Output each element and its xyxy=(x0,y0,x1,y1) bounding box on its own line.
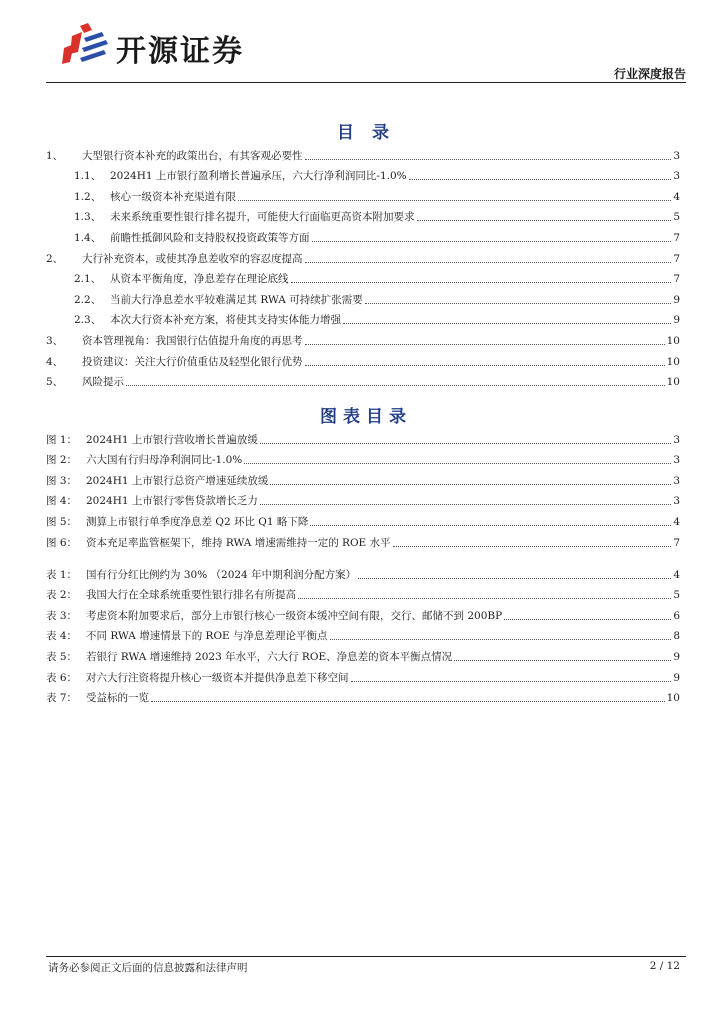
toc-entry-title: 前瞻性抵御风险和支持股权投资政策等方面 xyxy=(110,231,310,244)
toc-entry-number: 2.2、 xyxy=(74,293,102,306)
header-divider xyxy=(46,82,686,83)
toc-entry-page: 7 xyxy=(673,252,680,265)
dot-leader xyxy=(417,219,672,221)
toc-entry-number: 5、 xyxy=(46,376,64,389)
dot-leader xyxy=(351,680,672,682)
figure-entry-page: 3 xyxy=(673,454,680,467)
table-entry-number: 表 1： xyxy=(46,568,78,581)
table-entry-number: 表 3： xyxy=(46,609,78,622)
figure-entry-number: 图 2： xyxy=(46,454,78,467)
toc-entry[interactable] xyxy=(46,163,680,184)
toc-entry-number: 1.3、 xyxy=(74,211,102,224)
dot-leader xyxy=(343,322,671,324)
table-entry-page: 5 xyxy=(673,589,680,602)
brand-logo-icon xyxy=(58,18,114,68)
page-header xyxy=(46,18,686,82)
toc-entry-page: 10 xyxy=(666,355,680,368)
toc-entry-number: 2.1、 xyxy=(74,273,102,286)
figure-entry-number: 图 6： xyxy=(46,536,78,549)
toc-entry[interactable] xyxy=(46,348,680,369)
figure-entry-page: 7 xyxy=(673,536,680,549)
table-entry-title: 不同 RWA 增速情景下的 ROE 与净息差理论平衡点 xyxy=(86,630,328,643)
dot-leader xyxy=(151,700,665,702)
toc-entry[interactable] xyxy=(46,369,680,390)
figure-entry-page: 4 xyxy=(673,515,680,528)
figure-entry-title: 2024H1 上市银行总资产增速延续放缓 xyxy=(86,474,269,487)
figure-entry-number: 图 3： xyxy=(46,474,78,487)
toc-heading: 目 录 xyxy=(337,123,395,143)
dot-leader xyxy=(409,178,672,180)
table-entry-number: 表 2： xyxy=(46,589,78,602)
toc-entry-number: 2.3、 xyxy=(74,314,102,327)
table-entry[interactable] xyxy=(46,664,680,685)
toc-entry-number: 1.4、 xyxy=(74,231,102,244)
toc-entry-number: 1.2、 xyxy=(74,190,102,203)
toc-entry-number: 2、 xyxy=(46,252,64,265)
footer-disclaimer: 请务必参阅正文后面的信息披露和法律声明 xyxy=(48,962,248,974)
dot-leader xyxy=(365,302,672,304)
toc-entry[interactable] xyxy=(46,307,680,328)
toc-entry-page: 3 xyxy=(673,149,680,162)
toc-entry[interactable] xyxy=(46,183,680,204)
dot-leader xyxy=(504,618,671,620)
page-indicator: 2 / 12 xyxy=(649,960,680,972)
table-entry[interactable] xyxy=(46,602,680,623)
dot-leader xyxy=(260,503,671,505)
dot-leader xyxy=(244,462,671,464)
figure-entry-title: 2024H1 上市银行零售贷款增长乏力 xyxy=(86,495,258,508)
toc-entry[interactable] xyxy=(46,224,680,245)
dot-leader xyxy=(238,199,671,201)
tables-list xyxy=(46,561,680,705)
toc-entry-number: 4、 xyxy=(46,355,64,368)
table-entry-title: 对六大行注资将提升核心一级资本并提供净息差下移空间 xyxy=(86,671,349,684)
table-entry[interactable] xyxy=(46,582,680,603)
report-type-label: 行业深度报告 xyxy=(613,67,686,81)
figure-entry-title: 资本充足率监管框架下，维持 RWA 增速需维持一定的 ROE 水平 xyxy=(86,536,391,549)
toc-entry-title: 2024H1 上市银行盈利增长普遍承压，六大行净利润同比-1.0% xyxy=(110,170,407,183)
table-entry[interactable] xyxy=(46,561,680,582)
dot-leader xyxy=(126,384,665,386)
toc-entry-page: 10 xyxy=(666,376,680,389)
dot-leader xyxy=(291,281,672,283)
table-entry[interactable] xyxy=(46,643,680,664)
table-entry-page: 9 xyxy=(673,650,680,663)
table-entry-page: 8 xyxy=(673,630,680,643)
table-entry-title: 考虑资本附加要求后，部分上市银行核心一级资本缓冲空间有限，交行、邮储不到 200BP xyxy=(86,609,503,622)
toc-entry-page: 9 xyxy=(673,314,680,327)
figure-entry[interactable] xyxy=(46,426,680,447)
dot-leader xyxy=(260,442,671,444)
figure-entry[interactable] xyxy=(46,529,680,550)
toc-entry-title: 风险提示 xyxy=(82,376,124,389)
table-entry-page: 9 xyxy=(673,671,680,684)
toc-entry-number: 3、 xyxy=(46,334,64,347)
table-entry-page: 10 xyxy=(666,692,680,705)
table-entry[interactable] xyxy=(46,623,680,644)
dot-leader xyxy=(298,597,671,599)
table-entry-title: 受益标的一览 xyxy=(86,692,149,705)
dot-leader xyxy=(270,483,671,485)
toc-entry[interactable] xyxy=(46,142,680,163)
table-entry-title: 若银行 RWA 增速维持 2023 年水平，六大行 ROE、净息差的资本平衡点情况 xyxy=(86,650,453,663)
toc-entry-page: 4 xyxy=(673,190,680,203)
table-entry-page: 6 xyxy=(673,609,680,622)
brand-name: 开源证券 xyxy=(116,34,244,69)
table-entry-title: 国有行分红比例约为 30% （2024 年中期利润分配方案） xyxy=(86,568,357,581)
toc-entry[interactable] xyxy=(46,327,680,348)
figure-entry-title: 2024H1 上市银行营收增长普遍放缓 xyxy=(86,433,258,446)
dot-leader xyxy=(310,524,671,526)
figure-entry[interactable] xyxy=(46,467,680,488)
dot-leader xyxy=(312,240,672,242)
toc-entry-title: 从资本平衡角度，净息差存在理论底线 xyxy=(110,273,289,286)
toc-list xyxy=(46,142,680,389)
toc-entry-page: 3 xyxy=(673,170,680,183)
figure-entry-title: 测算上市银行单季度净息差 Q2 环比 Q1 略下降 xyxy=(86,515,309,528)
toc-entry-title: 未来系统重要性银行排名提升，可能使大行面临更高资本附加要求 xyxy=(110,211,415,224)
figure-entry-title: 六大国有行归母净利润同比-1.0% xyxy=(86,454,243,467)
toc-entry-title: 大型银行资本补充的政策出台，有其客观必要性 xyxy=(82,149,303,162)
dot-leader xyxy=(305,261,672,263)
dot-leader xyxy=(393,545,672,547)
figure-entry-number: 图 4： xyxy=(46,495,78,508)
figures-heading: 图表目录 xyxy=(320,407,412,427)
toc-entry-page: 7 xyxy=(673,273,680,286)
dot-leader xyxy=(330,638,672,640)
table-entry-number: 表 6： xyxy=(46,671,78,684)
figure-entry-page: 3 xyxy=(673,474,680,487)
table-entry-number: 表 4： xyxy=(46,630,78,643)
dot-leader xyxy=(305,158,672,160)
footer-divider xyxy=(46,956,686,957)
figure-entry-page: 3 xyxy=(673,433,680,446)
table-entry-number: 表 7： xyxy=(46,692,78,705)
table-entry-page: 4 xyxy=(673,568,680,581)
table-entry-number: 表 5： xyxy=(46,650,78,663)
figure-entry-number: 图 1： xyxy=(46,433,78,446)
toc-entry[interactable] xyxy=(46,245,680,266)
toc-entry-title: 投资建议：关注大行价值重估及轻型化银行优势 xyxy=(82,355,303,368)
toc-entry-title: 本次大行资本补充方案，将使其支持实体能力增强 xyxy=(110,314,341,327)
figure-entry[interactable] xyxy=(46,508,680,529)
dot-leader xyxy=(454,659,671,661)
toc-entry[interactable] xyxy=(46,204,680,225)
figure-entry-number: 图 5： xyxy=(46,515,78,528)
toc-entry-number: 1.1、 xyxy=(74,170,102,183)
figure-entry[interactable] xyxy=(46,447,680,468)
figure-entry-page: 3 xyxy=(673,495,680,508)
figure-entry[interactable] xyxy=(46,488,680,509)
toc-entry-title: 资本管理视角：我国银行估值提升角度的再思考 xyxy=(82,334,303,347)
toc-entry-page: 10 xyxy=(666,334,680,347)
toc-entry-page: 5 xyxy=(673,211,680,224)
figures-list xyxy=(46,426,680,550)
toc-entry-number: 1、 xyxy=(46,149,64,162)
toc-entry-title: 核心一级资本补充渠道有限 xyxy=(110,190,236,203)
dot-leader xyxy=(305,364,665,366)
dot-leader xyxy=(305,343,665,345)
toc-entry-page: 7 xyxy=(673,231,680,244)
toc-entry[interactable] xyxy=(46,286,680,307)
toc-entry-title: 当前大行净息差水平较难满足其 RWA 可持续扩张需要 xyxy=(110,293,363,306)
dot-leader xyxy=(358,577,671,579)
toc-entry-page: 9 xyxy=(673,293,680,306)
toc-entry[interactable] xyxy=(46,266,680,287)
toc-entry-title: 大行补充资本，或使其净息差收窄的容忍度提高 xyxy=(82,252,303,265)
table-entry-title: 我国大行在全球系统重要性银行排名有所提高 xyxy=(86,589,296,602)
table-entry[interactable] xyxy=(46,685,680,706)
